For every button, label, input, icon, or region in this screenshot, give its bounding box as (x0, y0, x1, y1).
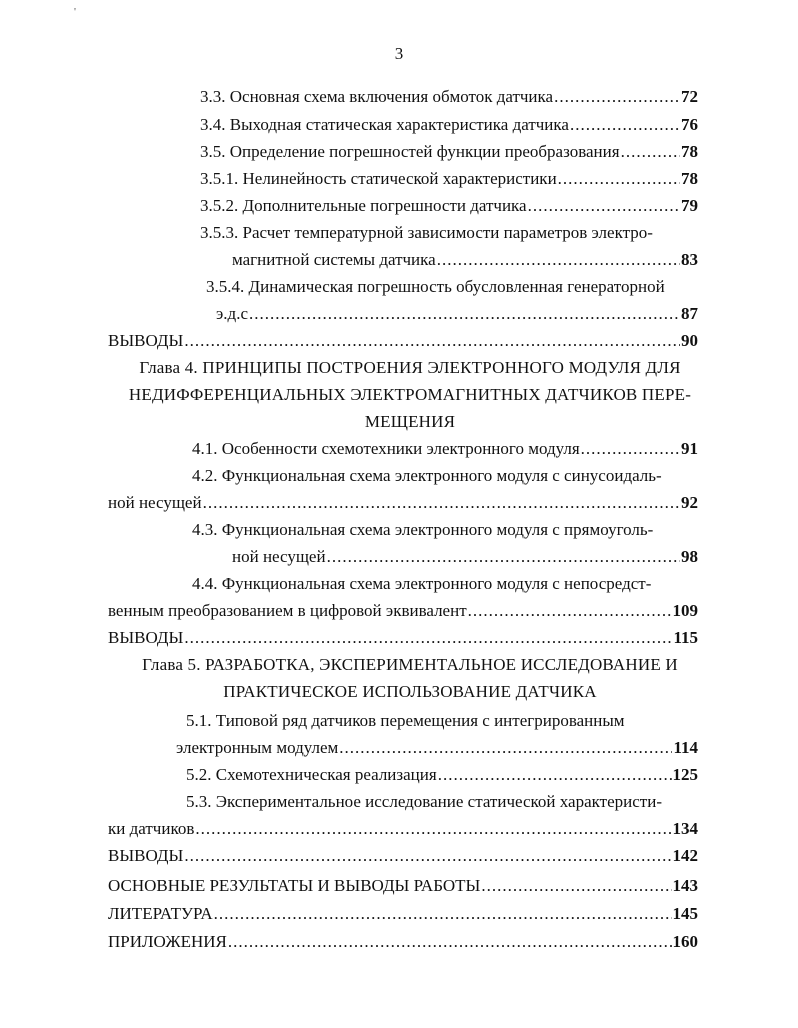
toc-entry-5-1 (176, 737, 698, 759)
leader-dots (481, 875, 671, 897)
toc-entry-3-5-3-line1: 3.5.3. Расчет температурной зависимости параметров электро- (200, 223, 653, 242)
toc-entry-5-1-line1: 5.1. Типовой ряд датчиков перемещения с интегрированным (186, 711, 625, 730)
toc-page-ref: 79 (681, 196, 698, 215)
toc-entry-title: магнитной системы датчика (232, 250, 436, 269)
leader-dots (581, 438, 680, 460)
toc-entry-title: 5.2. Схемотехническая реализация (186, 765, 437, 784)
toc-page-ref: 115 (673, 628, 698, 647)
leader-dots (468, 600, 672, 622)
toc-page-ref: 92 (681, 493, 698, 512)
leader-dots (570, 114, 680, 136)
leader-dots (437, 249, 680, 271)
toc-entry-title: ЛИТЕРАТУРА (108, 904, 213, 923)
toc-page-ref: 134 (672, 819, 698, 838)
toc-page-ref: 83 (681, 250, 698, 269)
toc-entry-title: 3.5. Определение погрешностей функции преобразования (200, 142, 620, 161)
toc-entry-3-5-4 (216, 303, 698, 325)
toc-page-ref: 125 (672, 765, 698, 784)
toc-literature (108, 903, 698, 925)
toc-entry-3-5-2 (200, 195, 698, 217)
toc-entry-4-4-line1: 4.4. Функциональная схема электронного модуля с непосредст- (192, 574, 652, 593)
leader-dots (339, 737, 672, 759)
toc-entry-4-3-line1: 4.3. Функциональная схема электронного модуля с прямоуголь- (192, 520, 654, 539)
toc-page-ref: 143 (672, 876, 698, 895)
chapter-4-title-line3: МЕЩЕНИЯ (364, 412, 456, 431)
leader-dots (203, 492, 680, 514)
chapter-4-title-line1: Глава 4. ПРИНЦИПЫ ПОСТРОЕНИЯ ЭЛЕКТРОННОГО МОДУЛЯ ДЛЯ (139, 358, 681, 377)
toc-page-ref: 78 (681, 169, 698, 188)
toc-entry-3-5-1 (200, 168, 698, 190)
toc-entry-title: 3.5.2. Дополнительные погрешности датчика (200, 196, 527, 215)
toc-entry-title: ВЫВОДЫ (108, 846, 184, 865)
chapter-4-title-line2: НЕДИФФЕРЕНЦИАЛЬНЫХ ЭЛЕКТРОМАГНИТНЫХ ДАТЧИКОВ ПЕРЕ- (128, 385, 692, 404)
leader-dots (184, 845, 671, 867)
leader-dots (438, 764, 672, 786)
toc-entry-4-2-line1: 4.2. Функциональная схема электронного модуля с синусоидаль- (192, 466, 662, 485)
toc-entry-title: 3.5.1. Нелинейность статической характеристики (200, 169, 557, 188)
leader-dots (214, 903, 672, 925)
toc-entry-title: венным преобразованием в цифровой эквивалент (108, 601, 467, 620)
toc-page-ref: 90 (681, 331, 698, 350)
toc-entry-4-1 (192, 438, 698, 460)
toc-page-ref: 76 (681, 115, 698, 134)
toc-entry-title: ВЫВОДЫ (108, 331, 184, 350)
toc-page-ref: 98 (681, 547, 698, 566)
toc-entry-4-4 (108, 600, 698, 622)
toc-entry-5-2 (186, 764, 698, 786)
toc-page-ref: 78 (681, 142, 698, 161)
page-number: 3 (394, 44, 404, 63)
toc-entry-title: 3.3. Основная схема включения обмоток датчика (200, 87, 554, 106)
leader-dots (621, 141, 680, 163)
toc-page-ref: 160 (672, 932, 698, 951)
toc-entry-title: ОСНОВНЫЕ РЕЗУЛЬТАТЫ И ВЫВОДЫ РАБОТЫ (108, 876, 481, 895)
toc-page-ref: 109 (672, 601, 698, 620)
toc-entry-5-3 (108, 818, 698, 840)
toc-entry-title: ВЫВОДЫ (108, 628, 184, 647)
leader-dots (228, 931, 672, 953)
toc-entry-4-2 (108, 492, 698, 514)
toc-page-ref: 145 (672, 904, 698, 923)
leader-dots (195, 818, 671, 840)
toc-entry-5-3-line1: 5.3. Экспериментальное исследование статической характеристи- (186, 792, 662, 811)
leader-dots (558, 168, 680, 190)
toc-page-ref: 114 (673, 738, 698, 757)
leader-dots (249, 303, 680, 325)
toc-page-ref: 87 (681, 304, 698, 323)
toc-entry-4-3 (232, 546, 698, 568)
leader-dots (327, 546, 680, 568)
toc-entry-title: 4.1. Особенности схемотехники электронного модуля (192, 439, 580, 458)
toc-entry-3-3 (200, 86, 698, 108)
toc-page-ref: 72 (681, 87, 698, 106)
toc-entry-title: ПРИЛОЖЕНИЯ (108, 932, 227, 951)
toc-conclusions-3 (108, 330, 698, 352)
toc-entry-title: электронным модулем (176, 738, 339, 757)
toc-page-ref: 142 (672, 846, 698, 865)
toc-entry-3-5-3 (232, 249, 698, 271)
toc-entry-title: ной несущей (232, 547, 326, 566)
toc-entry-3-4 (200, 114, 698, 136)
leader-dots (184, 627, 672, 649)
leader-dots (554, 86, 680, 108)
toc-entry-3-5 (200, 141, 698, 163)
toc-conclusions-5 (108, 845, 698, 867)
toc-entry-title: ки датчиков (108, 819, 195, 838)
toc-entry-title: э.д.с (216, 304, 248, 323)
toc-appendices (108, 931, 698, 953)
toc-entry-3-5-4-line1: 3.5.4. Динамическая погрешность обусловленная генераторной (206, 277, 665, 296)
toc-conclusions-4 (108, 627, 698, 649)
toc-entry-title: ной несущей (108, 493, 202, 512)
leader-dots (528, 195, 680, 217)
chapter-5-title-line2: ПРАКТИЧЕСКОЕ ИСПОЛЬЗОВАНИЕ ДАТЧИКА (223, 682, 597, 701)
scan-mark: ' (74, 6, 76, 18)
leader-dots (184, 330, 680, 352)
toc-entry-title: 3.4. Выходная статическая характеристика датчика (200, 115, 569, 134)
chapter-5-title-line1: Глава 5. РАЗРАБОТКА, ЭКСПЕРИМЕНТАЛЬНОЕ ИССЛЕДОВАНИЕ И (142, 655, 678, 674)
toc-main-results (108, 875, 698, 897)
toc-page-ref: 91 (681, 439, 698, 458)
